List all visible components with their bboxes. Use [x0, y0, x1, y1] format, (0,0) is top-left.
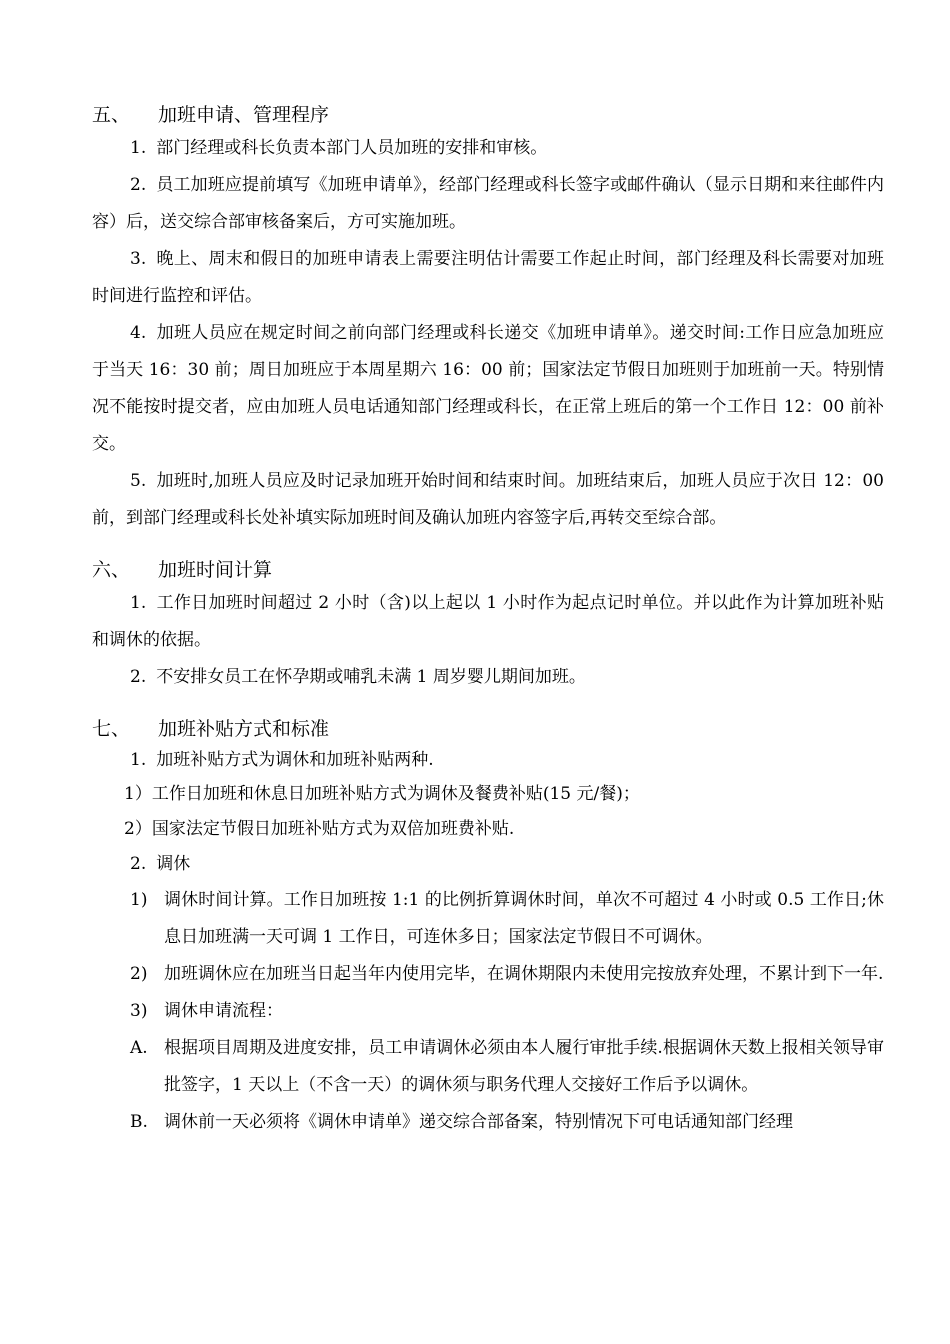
paragraph [92, 585, 884, 659]
item-number: 1. [130, 593, 147, 613]
list-marker: B. [130, 1112, 148, 1132]
section-title: 加班补贴方式和标准 [158, 718, 330, 740]
document-page [92, 100, 884, 1141]
list-text: 根据项目周期及进度安排，员工申请调休必须由本人履行审批手续.根据调休天数上报相关领导审批签字，1 天以上（不含一天）的调休须与职务代理人交接好工作后予以调休。 [164, 1038, 884, 1095]
section-title: 加班时间计算 [158, 559, 273, 581]
section-title: 加班申请、管理程序 [158, 104, 330, 126]
item-number: 1. [130, 138, 147, 158]
item-text: 员工加班应提前填写《加班申请单》，经部门经理或科长签字或邮件确认（显示日期和来往邮件内容）后，送交综合部审核备案后，方可实施加班。 [92, 175, 884, 232]
item-number: 5. [130, 471, 147, 491]
list-item [92, 993, 884, 1030]
list-item [92, 956, 884, 993]
section-heading [92, 714, 884, 744]
item-number: 3. [130, 249, 147, 269]
section-number: 七、 [92, 718, 131, 740]
item-number: 2. [130, 667, 147, 687]
paragraph [92, 130, 884, 167]
item-number: 1. [130, 750, 147, 770]
item-number: 4. [130, 323, 147, 343]
item-text: 部门经理或科长负责本部门人员加班的安排和审核。 [156, 138, 548, 158]
paragraph [92, 659, 884, 696]
list-item [92, 1104, 884, 1141]
paragraph [92, 463, 884, 537]
item-text: 加班人员应在规定时间之前向部门经理或科长递交《加班申请单》。递交时间:工作日应急加班应于当天 16：30 前；周日加班应于本周星期六 16：00 前；国家法定节假日加班则于加班前一天。特别情况不能按时提交者，应由加班人员电话通知部门经理或科长，在正常上班后的第一个工作日 12：00 前补交。 [92, 323, 884, 454]
list-text: 调休时间计算。工作日加班按 1:1 的比例折算调休时间，单次不可超过 4 小时或 0.5 工作日;休息日加班满一天可调 1 工作日，可连休多日；国家法定节假日不可调休。 [164, 890, 884, 947]
paragraph [92, 744, 884, 777]
list-text: 加班调休应在加班当日起当年内使用完毕，在调休期限内未使用完按放弃处理，不累计到下一年. [164, 964, 884, 984]
item-text: 加班时,加班人员应及时记录加班开始时间和结束时间。加班结束后，加班人员应于次日 12：00 前，到部门经理或科长处补填实际加班时间及确认加班内容签字后,再转交至综合部。 [92, 471, 884, 528]
list-marker: A. [130, 1038, 148, 1058]
section-number: 六、 [92, 559, 131, 581]
sub-item: 2）国家法定节假日加班补贴方式为双倍加班费补贴. [124, 819, 515, 839]
section-heading [92, 555, 884, 585]
list-item [92, 882, 884, 956]
list-item [92, 1030, 884, 1104]
item-text: 晚上、周末和假日的加班申请表上需要注明估计需要工作起止时间，部门经理及科长需要对加班时间进行监控和评估。 [92, 249, 884, 306]
item-number: 2. [130, 854, 147, 874]
paragraph [92, 847, 884, 882]
paragraph [92, 167, 884, 241]
list-marker: 1) [130, 890, 148, 910]
item-text: 工作日加班时间超过 2 小时（含)以上起以 1 小时作为起点记时单位。并以此作为计算加班补贴和调休的依据。 [92, 593, 884, 650]
list-marker: 2) [130, 964, 148, 984]
item-text: 加班补贴方式为调休和加班补贴两种. [156, 750, 434, 770]
paragraph [92, 241, 884, 315]
list-text: 调休前一天必须将《调休申请单》递交综合部备案，特别情况下可电话通知部门经理 [164, 1112, 793, 1132]
sub-item: 1）工作日加班和休息日加班补贴方式为调休及餐费补贴(15 元/餐)； [124, 784, 640, 804]
item-number: 2. [130, 175, 147, 195]
list-marker: 3) [130, 1001, 148, 1021]
paragraph [92, 315, 884, 463]
section-number: 五、 [92, 104, 131, 126]
item-text: 调休 [156, 854, 191, 874]
item-text: 不安排女员工在怀孕期或哺乳未满 1 周岁婴儿期间加班。 [156, 667, 586, 687]
list-text: 调休申请流程： [164, 1001, 283, 1021]
section-heading [92, 100, 884, 130]
